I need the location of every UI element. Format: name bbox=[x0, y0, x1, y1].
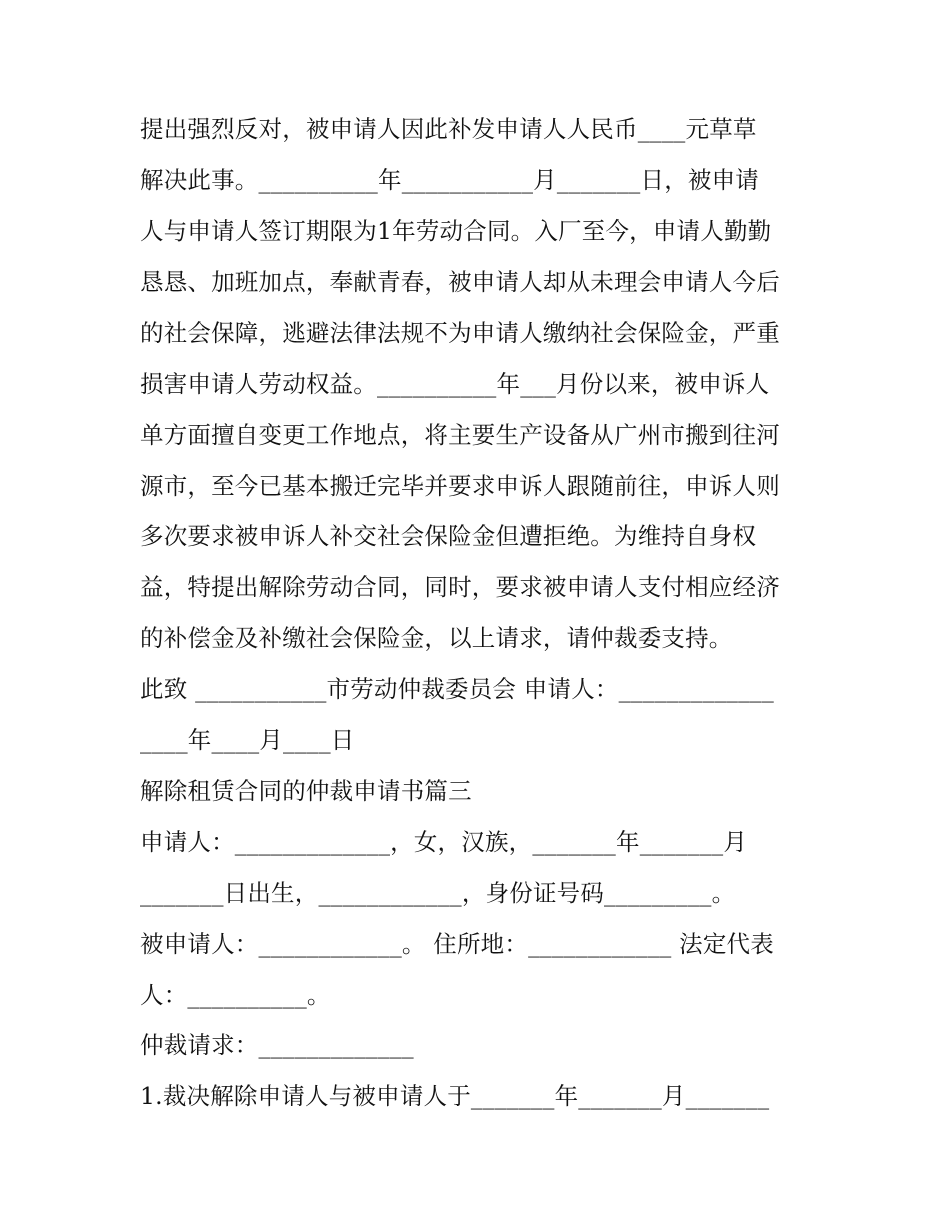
paragraph-line: 的补偿金及补缴社会保险金，以上请求，请仲裁委支持。 bbox=[140, 624, 733, 652]
date-line: ____年____月____日 bbox=[140, 726, 355, 754]
paragraph-line: 提出强烈反对，被申请人因此补发申请人人民币____元草草 bbox=[140, 115, 757, 143]
applicant-line: 申请人：_____________，女，汉族，_______年_______月 bbox=[140, 828, 748, 856]
respondent-line: 人：__________。 bbox=[140, 981, 331, 1009]
paragraph-line: 多次要求被申诉人补交社会保险金但遭拒绝。为维持自身权 bbox=[140, 522, 757, 550]
applicant-line: _______日出生，____________，身份证号码_________。 bbox=[140, 879, 736, 907]
paragraph-line: 的社会保障，逃避法律法规不为申请人缴纳社会保险金，严重 bbox=[140, 319, 780, 347]
respondent-line: 被申请人：____________。 住所地：____________ 法定代表 bbox=[140, 930, 774, 958]
paragraph-line: 人与申请人签订期限为1年劳动合同。入厂至今，申请人勤勤 bbox=[140, 217, 772, 245]
paragraph-line: 损害申请人劳动权益。__________年___月份以来，被申诉人 bbox=[140, 370, 770, 398]
paragraph-line: 恳恳、加班加点，奉献青春，被申请人却从未理会申请人今后 bbox=[140, 268, 780, 296]
request-heading: 仲裁请求：_____________ bbox=[140, 1031, 414, 1059]
paragraph-line: 解决此事。__________年___________月_______日，被申请 bbox=[140, 166, 759, 194]
paragraph-line: 源市，至今已基本搬迁完毕并要求申诉人跟随前往，申诉人则 bbox=[140, 472, 780, 500]
paragraph-line: 单方面擅自变更工作地点，将主要生产设备从广州市搬到往河 bbox=[140, 421, 780, 449]
salutation-line: 此致 ___________市劳动仲裁委员会 申请人：_____________ bbox=[140, 675, 774, 703]
request-item: 1.裁决解除申请人与被申请人于_______年_______月_______ bbox=[140, 1082, 770, 1110]
section-heading: 解除租赁合同的仲裁申请书篇三 bbox=[140, 777, 472, 805]
paragraph-line: 益，特提出解除劳动合同，同时，要求被申请人支付相应经济 bbox=[140, 573, 780, 601]
